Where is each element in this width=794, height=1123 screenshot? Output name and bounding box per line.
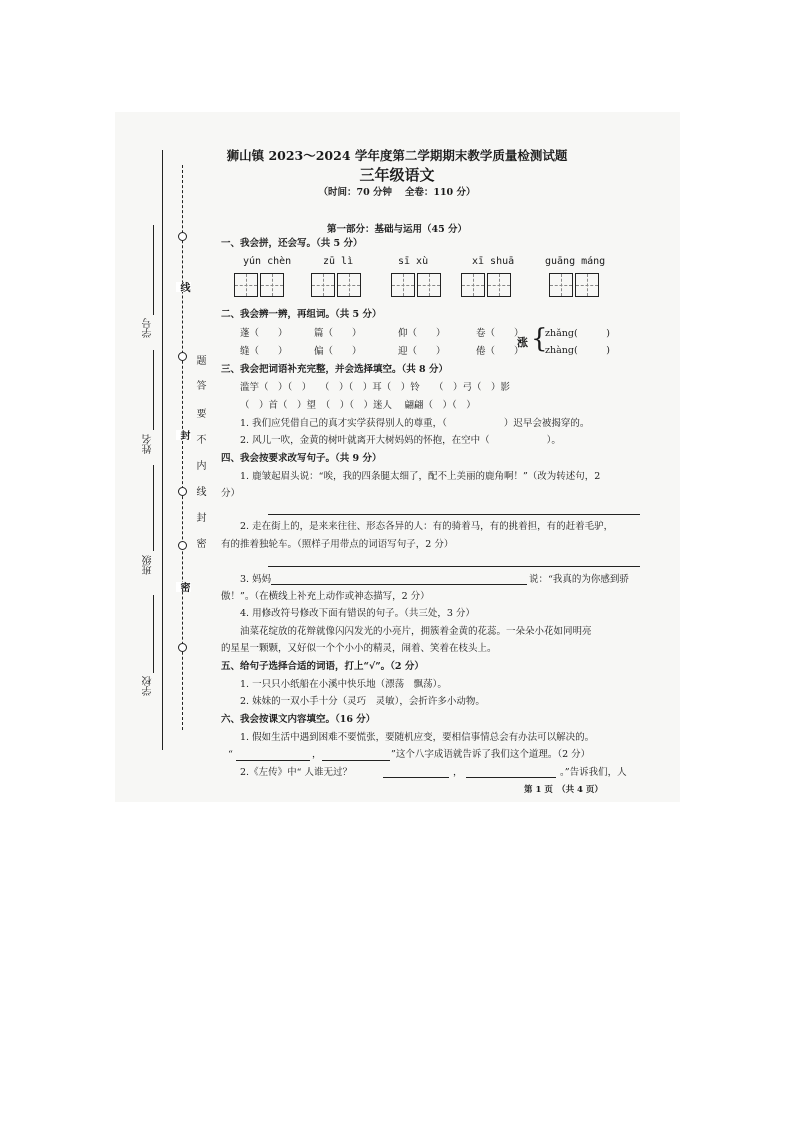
q6-heading: 六、我会按课文内容填空。（16 分） bbox=[221, 714, 376, 725]
notice-char: 答 bbox=[194, 380, 205, 390]
q4-sentence: 说：“我真的为你感到骄 bbox=[529, 574, 629, 585]
q6-sentence: 2.《左传》中“ 人谁无过？ bbox=[240, 767, 352, 778]
q4-sentence: 4. 用修改符号修改下面有错误的句子。（共三处，3 分） bbox=[240, 608, 475, 619]
answer-line[interactable] bbox=[236, 760, 310, 761]
field-label-school: 学校 bbox=[143, 676, 154, 696]
pinyin-label: zū lì bbox=[323, 256, 354, 267]
writing-cell[interactable] bbox=[417, 273, 441, 297]
exam-meta: （时间：70 分钟 全卷：110 分） bbox=[318, 187, 476, 198]
pinyin-label: sī xù bbox=[398, 256, 429, 267]
q2-item: 蓬（ ） bbox=[240, 328, 288, 339]
q6-sentence: 。”告诉我们，人 bbox=[560, 767, 627, 778]
q1-heading: 一、我会拼，还会写。（共 5 分） bbox=[221, 238, 363, 249]
quote-mark: “ bbox=[228, 749, 233, 760]
binding-hole bbox=[178, 352, 187, 361]
q2-item: 缝（ ） bbox=[240, 346, 288, 357]
brace-icon: { bbox=[531, 324, 548, 354]
polyphone-reading: zhǎng( ) bbox=[545, 328, 610, 339]
seal-mark-seal: 封 bbox=[178, 430, 189, 440]
q6-sentence: 1. 假如生活中遇到困难不要慌张，要随机应变，要相信事情总会有办法可以解决的。 bbox=[240, 732, 595, 743]
answer-line[interactable] bbox=[268, 514, 640, 515]
q2-item: 卷（ ） bbox=[476, 328, 524, 339]
writing-cell[interactable] bbox=[487, 273, 511, 297]
seal-mark-line: 线 bbox=[178, 282, 189, 292]
seal-mark-secret: 密 bbox=[178, 582, 189, 592]
q6-sentence: ”这个八字成语就告诉了我们这个道理。（2 分） bbox=[391, 749, 591, 760]
q4-sentence: 3. 妈妈 bbox=[240, 574, 272, 585]
notice-char: 线 bbox=[194, 486, 205, 496]
q2-heading: 二、我会辨一辨，再组词。（共 5 分） bbox=[221, 309, 382, 320]
q5-heading: 五、给句子选择合适的词语，打上“√”。（2 分） bbox=[221, 661, 424, 672]
answer-line[interactable] bbox=[271, 584, 527, 585]
school-field[interactable] bbox=[153, 595, 154, 673]
answer-line[interactable] bbox=[383, 777, 449, 778]
pinyin-label: yún chèn bbox=[243, 256, 292, 267]
class-field[interactable] bbox=[153, 465, 154, 551]
student-id-field[interactable] bbox=[153, 225, 154, 315]
writing-cell[interactable] bbox=[549, 273, 573, 297]
q4-sentence: 傲！”。（在横线上补充上动作或神态描写，2 分） bbox=[221, 591, 430, 602]
answer-line[interactable] bbox=[466, 777, 556, 778]
q3-idiom-row: 滥竽（ ）（ ） （ ）（ ）耳（ ）铃 （ ）弓（ ）影 bbox=[240, 382, 511, 393]
writing-cell[interactable] bbox=[234, 273, 258, 297]
pinyin-label: guāng máng bbox=[545, 256, 606, 267]
answer-line[interactable] bbox=[268, 566, 640, 567]
polyphone-char: 涨 bbox=[517, 336, 528, 349]
q5-sentence: 1. 一只只小纸船在小溪中快乐地（漂荡 飘荡）。 bbox=[240, 679, 447, 690]
q6-comma: ， bbox=[312, 749, 322, 760]
q2-item: 偏（ ） bbox=[314, 346, 362, 357]
notice-char: 要 bbox=[194, 408, 205, 418]
writing-cell[interactable] bbox=[575, 273, 599, 297]
writing-cell[interactable] bbox=[461, 273, 485, 297]
notice-char: 题 bbox=[194, 355, 205, 365]
writing-cell[interactable] bbox=[311, 273, 335, 297]
writing-cell[interactable] bbox=[337, 273, 361, 297]
q2-item: 倦（ ） bbox=[476, 346, 524, 357]
q5-sentence: 2. 妹妹的一双小手十分（灵巧 灵敏），会折许多小动物。 bbox=[240, 696, 485, 707]
q4-passage: 的星星一颗颗，又好似一个个小小的精灵，闹着、笑着在枝头上。 bbox=[221, 643, 497, 654]
q2-item: 迎（ ） bbox=[398, 346, 446, 357]
notice-char: 不 bbox=[194, 434, 205, 444]
notice-char: 封 bbox=[194, 512, 205, 522]
q3-idiom-row: （ ）首（ ）望 （ ）（ ）迷人 翩翩（ ）（ ） bbox=[240, 400, 476, 411]
q2-item: 仰（ ） bbox=[398, 328, 446, 339]
exam-title: 狮山镇 2023～2024 学年度第二学期期末教学质量检测试题 bbox=[226, 148, 568, 163]
notice-char: 内 bbox=[194, 460, 205, 470]
part-one-heading: 第一部分：基础与运用（45 分） bbox=[326, 224, 468, 235]
q4-sentence: 有的推着独轮车。（照样子用带点的词语写句子，2 分） bbox=[221, 539, 454, 550]
q3-heading: 三、我会把词语补充完整，并会选择填空。（共 8 分） bbox=[221, 364, 448, 375]
q3-sentence: 2. 风儿一吹，金黄的树叶就离开大树妈妈的怀抱，在空中（ ）。 bbox=[240, 435, 561, 446]
field-label-class: 班级 bbox=[143, 555, 154, 575]
answer-line[interactable] bbox=[322, 760, 390, 761]
writing-cell[interactable] bbox=[260, 273, 284, 297]
pinyin-label: xī shuā bbox=[472, 256, 515, 267]
q4-heading: 四、我会按要求改写句子。（共 9 分） bbox=[221, 453, 382, 464]
exam-subject: 三年级语文 bbox=[359, 166, 435, 184]
q6-comma: ， bbox=[453, 767, 463, 778]
q3-sentence: 1. 我们应凭借自己的真才实学获得别人的尊重，（ ）迟早会被揭穿的。 bbox=[240, 418, 590, 429]
name-field[interactable] bbox=[153, 350, 154, 430]
notice-char: 密 bbox=[194, 538, 205, 548]
binding-hole bbox=[178, 643, 187, 652]
field-label-student-id: 学号 bbox=[143, 318, 154, 338]
polyphone-reading: zhàng( ) bbox=[545, 345, 610, 356]
writing-cell[interactable] bbox=[391, 273, 415, 297]
q4-sentence: 1. 鹿皱起眉头说：“唉，我的四条腿太细了，配不上美丽的鹿角啊！”（改为转述句，2 bbox=[240, 471, 601, 482]
binding-hole bbox=[178, 487, 187, 496]
q4-passage: 油菜花绽放的花辩就像闪闪发光的小亮片，拥簇着金黄的花蕊。一朵朵小花如同明亮 bbox=[240, 626, 592, 637]
field-label-name: 姓名 bbox=[143, 434, 154, 454]
outer-binding-line bbox=[162, 150, 163, 750]
q4-sentence: 2. 走在街上的，是来来往往、形态各异的人：有的骑着马，有的挑着担，有的赶着毛驴， bbox=[240, 521, 614, 532]
page-number: 第 1 页 （共 4 页） bbox=[524, 785, 603, 795]
q4-sentence: 分） bbox=[221, 488, 241, 499]
binding-hole bbox=[178, 541, 187, 550]
q2-item: 篇（ ） bbox=[314, 328, 362, 339]
